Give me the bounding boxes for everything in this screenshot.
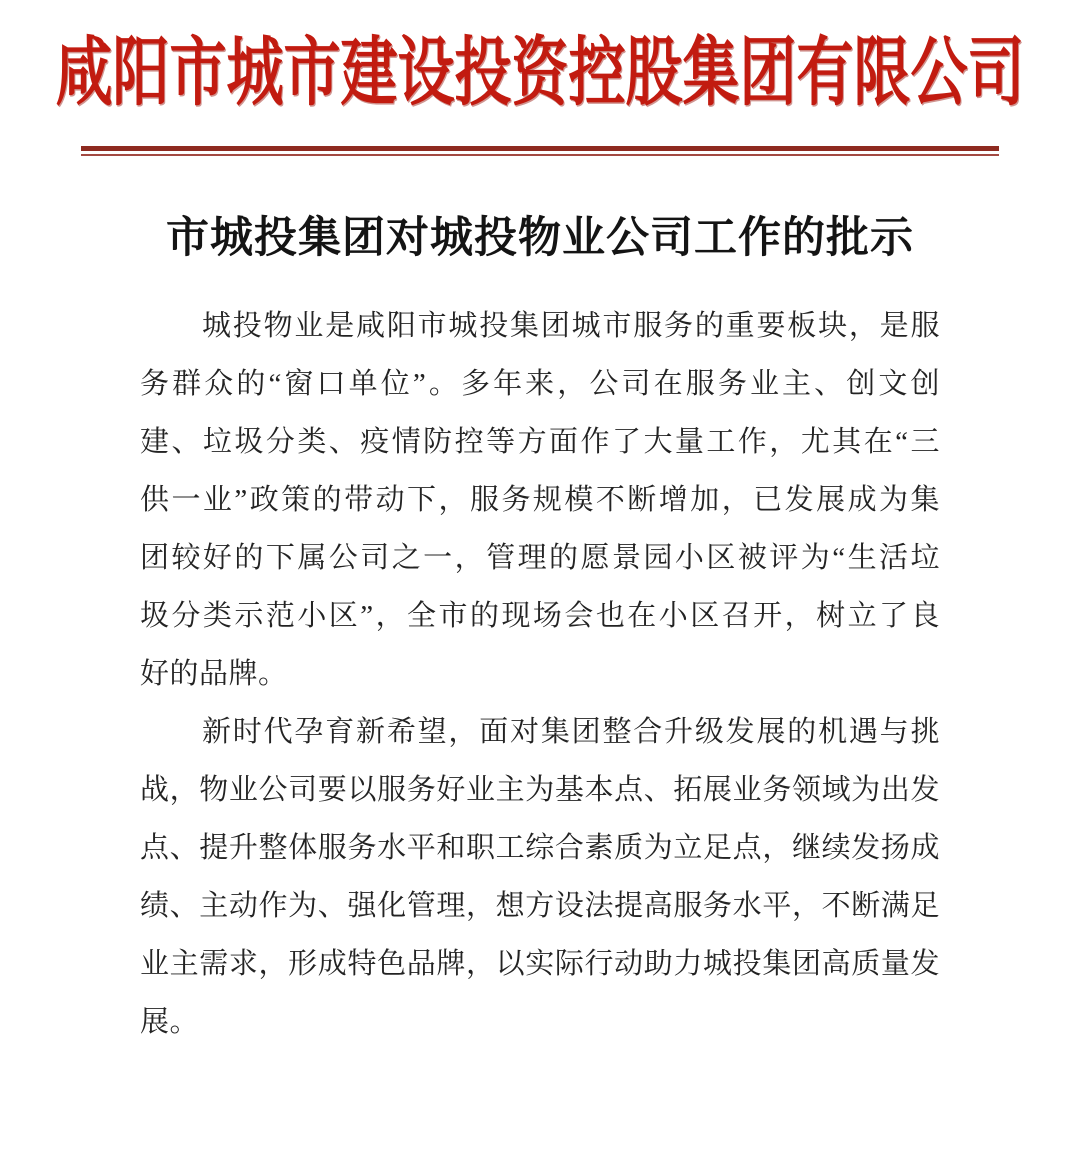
body-line: 展。 [140,1006,200,1038]
body-line: 好的品牌。 [140,658,288,690]
body-line: 城投物业是咸阳市城投集团城市服务的重要板块，是服 [202,310,940,342]
body-line: 新时代孕育新希望，面对集团整合升级发展的机遇与挑 [202,716,940,748]
body-line: 绩、主动作为、强化管理，想方设法提高服务水平，不断满足 [140,890,940,922]
letterhead [0,32,1080,116]
body-line: 圾分类示范小区”，全市的现场会也在小区召开，树立了良 [140,600,940,632]
body-line: 点、提升整体服务水平和职工综合素质为立足点，继续发扬成 [140,832,940,864]
letterhead-divider-thin [81,154,999,156]
body-line: 战，物业公司要以服务好业主为基本点、拓展业务领域为出发 [140,774,940,806]
body-line: 建、垃圾分类、疫情防控等方面作了大量工作，尤其在“三 [140,426,940,458]
body-line: 务群众的“窗口单位”。多年来，公司在服务业主、创文创 [140,368,940,400]
letterhead-divider-thick [81,146,999,151]
document-body [140,297,940,1051]
body-line: 业主需求，形成特色品牌，以实际行动助力城投集团高质量发 [140,948,940,980]
document-title: 市城投集团对城投物业公司工作的批示 [166,214,914,262]
letterhead-company-name: 咸阳市城市建设投资控股集团有限公司 [55,32,1025,116]
body-line: 团较好的下属公司之一，管理的愿景园小区被评为“生活垃 [140,542,940,574]
body-line: 供一业”政策的带动下，服务规模不断增加，已发展成为集 [140,484,940,516]
